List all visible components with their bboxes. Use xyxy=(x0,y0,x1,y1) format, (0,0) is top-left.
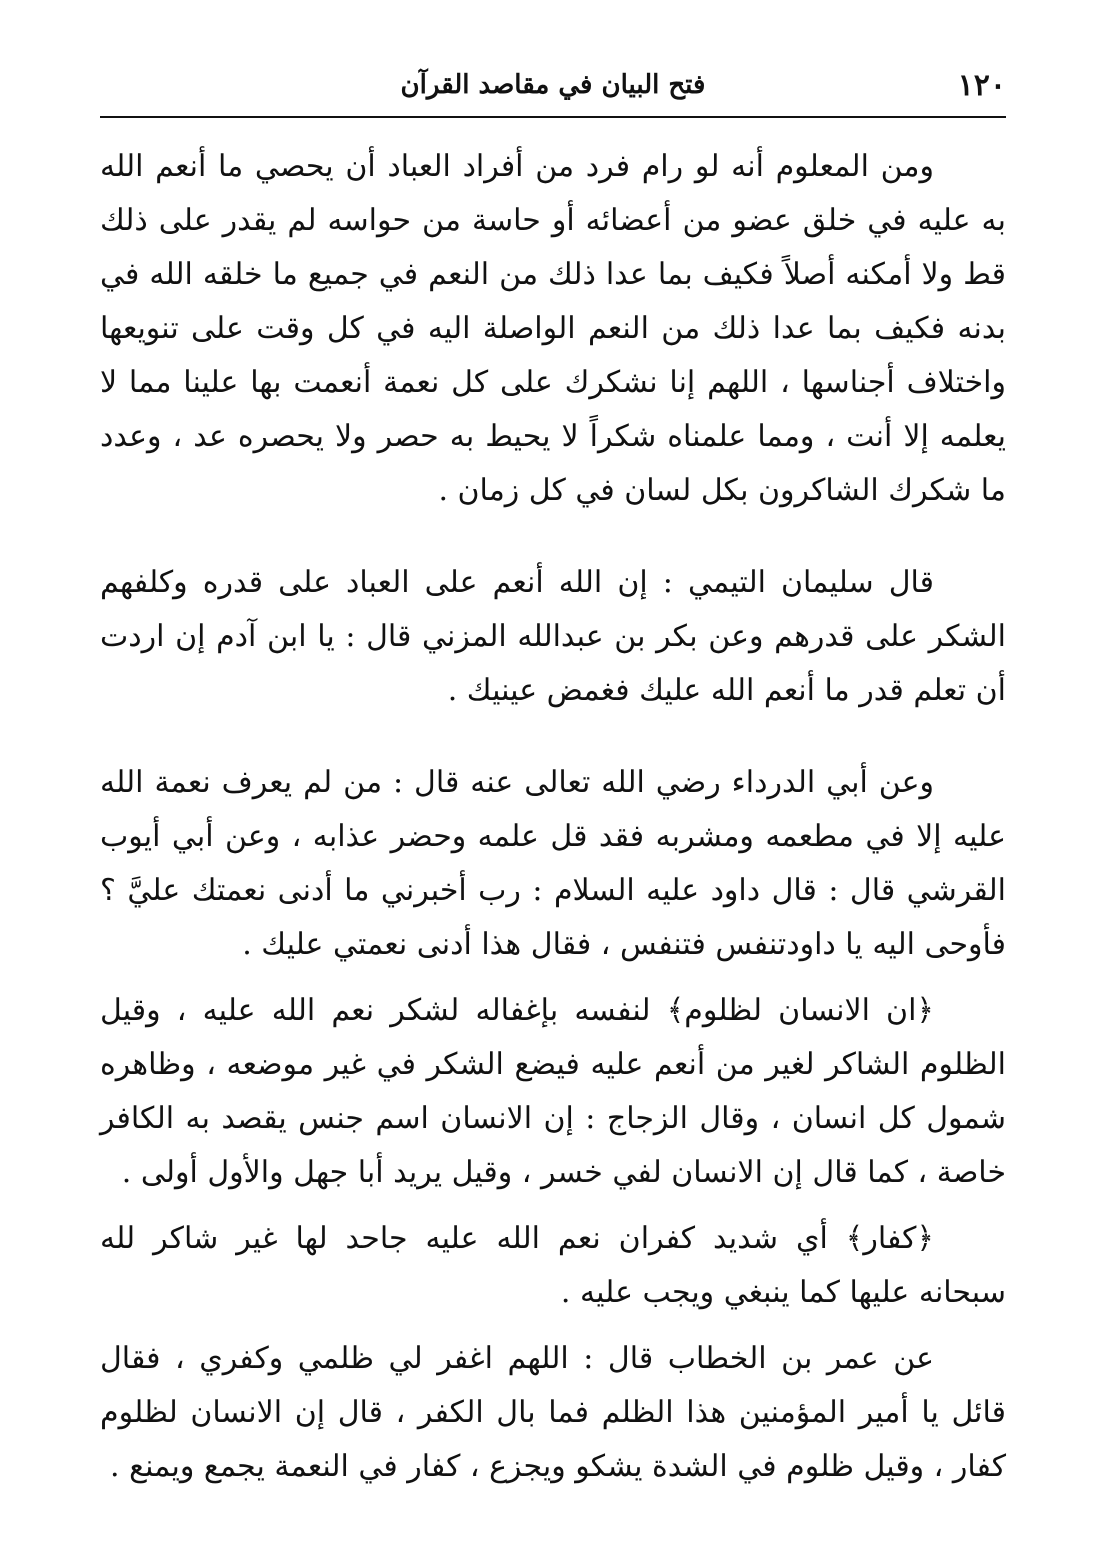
page-header xyxy=(100,62,1006,112)
paragraph-blessings: ومن المعلوم أنه لو رام فرد من أفراد العباد أن يحصي ما أنعم الله به عليه في خلق عضو من أعضائه أو حاسة من حواسه لم يقدر على ذلك قط ولا أمكنه أصلاً فكيف بما عدا ذلك من النعم في جميع ما خلقه الله في بدنه فكيف بما عدا ذلك من النعم الواصلة اليه في كل وقت على تنويعها واختلاف أجناسها ، اللهم إنا نشكرك على كل نعمة أنعمت بها علينا مما لا يعلمه إلا أنت ، ومما علمناه شكراً لا يحيط به حصر ولا يحصره عد ، وعدد ما شكرك الشاكرون بكل لسان في كل زمان . xyxy=(100,149,1006,508)
page-number: ١٢٠ xyxy=(957,68,1006,103)
body-text xyxy=(100,140,1006,1494)
paragraph-verse-kaffar: ﴿كفار﴾ أي شديد كفران نعم الله عليه جاحد لها غير شاكر لله سبحانه عليها كما ينبغي ويجب عليه . xyxy=(100,1221,1006,1310)
paragraph-verse-zaloom: ﴿ان الانسان لظلوم﴾ لنفسه بإغفاله لشكر نعم الله عليه ، وقيل الظلوم الشاكر لغير من أنعم عليه فيضع الشكر في غير موضعه ، وظاهره شمول كل انسان ، وقال الزجاج : إن الانسان اسم جنس يقصد به الكافر خاصة ، كما قال إن الانسان لفي خسر ، وقيل يريد أبا جهل والأول أولى . xyxy=(100,993,1006,1190)
paragraph-umar-ibn-alkhattab: عن عمر بن الخطاب قال : اللهم اغفر لي ظلمي وكفري ، فقال قائل يا أمير المؤمنين هذا الظلم فما بال الكفر ، قال إن الانسان لظلوم كفار ، وقيل ظلوم في الشدة يشكو ويجزع ، كفار في النعمة يجمع ويمنع . xyxy=(100,1341,1006,1484)
header-divider xyxy=(100,116,1006,118)
paragraph-sulayman-altaymi: قال سليمان التيمي : إن الله أنعم على العباد على قدره وكلفهم الشكر على قدرهم وعن بكر بن عبدالله المزني قال : يا ابن آدم إن اردت أن تعلم قدر ما أنعم الله عليك فغمض عينيك . xyxy=(100,565,1006,708)
paragraph-abu-aldarda: وعن أبي الدرداء رضي الله تعالى عنه قال : من لم يعرف نعمة الله عليه إلا في مطعمه ومشربه فقد قل علمه وحضر عذابه ، وعن أبي أيوب القرشي قال : قال داود عليه السلام : رب أخبرني ما أدنى نعمتك عليَّ ؟ فأوحى اليه يا داودتنفس فتنفس ، فقال هذا أدنى نعمتي عليك . xyxy=(100,765,1006,962)
running-title: فتح البيان في مقاصد القرآن xyxy=(400,70,706,100)
